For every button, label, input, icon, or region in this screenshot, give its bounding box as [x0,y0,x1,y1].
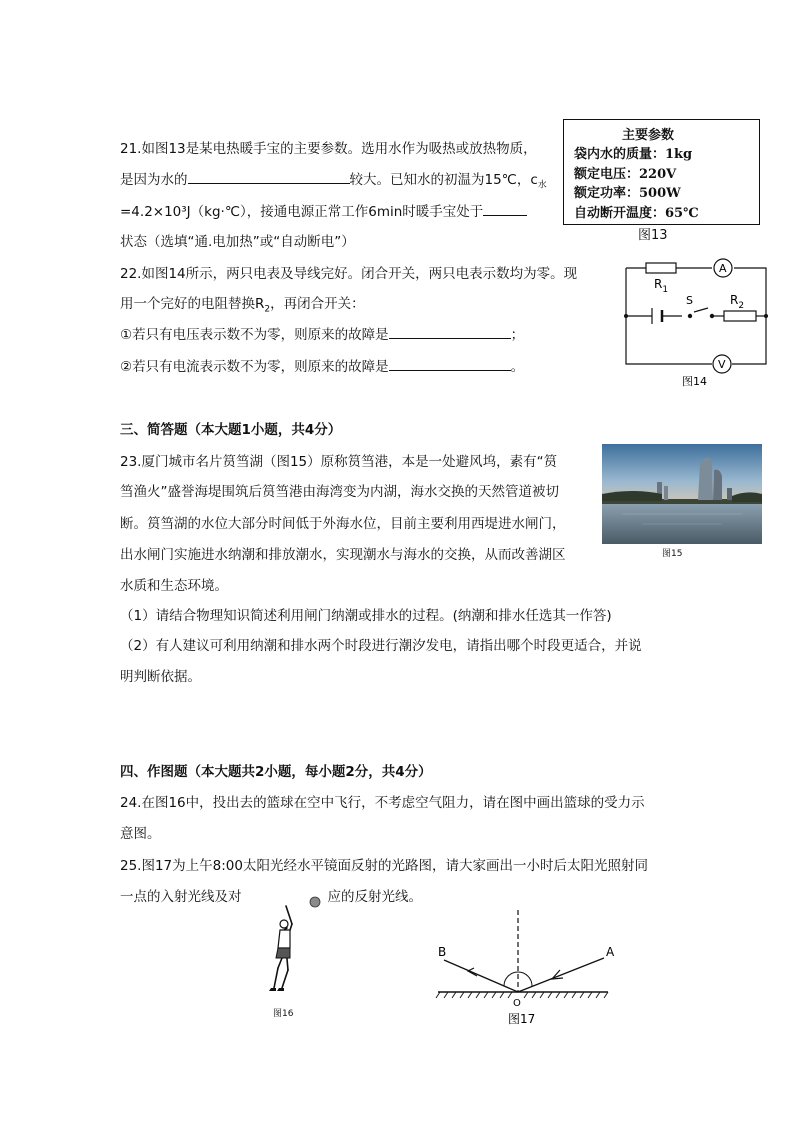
fig16-basketball-figure [262,892,328,1002]
fig13-row-voltage: 额定电压：220V [574,167,677,182]
section4-heading: 四、作图题（本大题共2小题，每小题2分，共4分） [120,764,432,780]
fig13-row-power: 额定功率：500W [574,186,681,201]
fig14-resistor-r2 [724,311,756,321]
fig14-junction-right [764,314,768,318]
q22-blank-1[interactable] [389,324,511,339]
q21-text-3a: =4.2×10³J（kg·℃），接通电源正常工作6min时暖手宝处于 [120,204,484,220]
fig17-label-o: O [513,998,521,1009]
q22-sub-2: 2 [264,304,271,315]
q23-line-3: 断。筼筜湖的水位大部分时间低于外海水位，目前主要利用西堤进水闸门， [120,516,566,532]
fig14-switch-contact [710,314,714,318]
q22-text-3b: ； [510,327,525,343]
q25-line-1: 25.图17为上午8:00太阳光经水平镜面反射的光路图，请大家画出一小时后太阳光照射同 [120,858,648,874]
fig13-caption: 图13 [638,228,668,243]
q22-blank-2[interactable] [389,356,511,371]
fig15-lake-photo [602,444,762,544]
q22-text-2a: 用一个完好的电阻替换R [120,296,265,312]
q23-sub-question-1: （1）请结合物理知识简述利用闸门纳潮或排水的过程。(纳潮和排水任选其一作答) [120,608,612,624]
fig14-junction-left [624,314,628,318]
fig15-caption: 图15 [662,549,683,559]
q22-text-4a: ②若只有电流表示数不为零，则原来的故障是 [120,359,389,375]
q25-text-2a: 一点的入射光线及对 [120,889,242,905]
q23-line-4: 出水闸门实施进水纳潮和排放潮水，实现潮水与海水的交换，从而改善湖区 [120,547,566,563]
fig14-label-r2: $R_2$ [730,293,745,311]
fig15-tower [698,457,713,500]
q23-sub-question-2b: 明判断依据。 [120,669,201,685]
fig17-caption: 图17 [508,1012,536,1026]
q22-text-4b: 。 [510,359,525,375]
fig17-label-b: B [438,945,447,959]
fig16-player-shorts [276,948,290,958]
q22-line-4 [120,355,524,375]
fig16-player-head [280,920,288,928]
fig13-row-temperature: 自动断开温度：65℃ [574,206,699,221]
q23-line-1: 23.厦门城市名片筼筜湖（图15）原称筼筜港，本是一处避风坞，素有“筼 [120,454,558,470]
fig14-switch-pivot [688,314,692,318]
fig13-title: 主要参数 [622,128,675,143]
fig17-incident-ray [518,958,604,992]
q22-line-2 [120,292,365,315]
q23-line-5: 水质和生态环境。 [120,578,228,594]
fig13-param-table [563,119,760,225]
section3-heading: 三、简答题（本大题1小题，共4分） [120,422,342,438]
q24-line-1: 24.在图16中，投出去的篮球在空中飞行，不考虑空气阻力，请在图中画出篮球的受力示 [120,795,645,811]
fig17-reflected-ray [444,960,518,992]
q23-line-2: 筜渔火”盛誉海堤围筑后筼筜港由海湾变为内湖，海水交换的天然管道被切 [120,484,559,500]
fig14-circuit-diagram [618,258,774,388]
q21-blank-2[interactable] [483,201,527,216]
q23-sub-question-2a: （2）有人建议可利用纳潮和排水两个时段进行潮汐发电，请指出哪个时段更适合，并说 [120,638,642,654]
q21-sub-water: 水 [537,180,547,191]
q22-line-3 [120,323,524,343]
q21-line-4: 状态（选填“通.电加热”或“自动断电”） [120,234,355,250]
q21-line-2 [120,168,547,191]
fig16-player-shirt [278,930,290,948]
fig16-caption: 图16 [273,1009,294,1019]
q21-text-2a: 是因为水的 [120,172,188,188]
fig14-label-r1: $R_1$ [654,277,669,295]
fig14-resistor-r1 [646,263,676,273]
fig14-label-switch: S [686,294,693,307]
q21-line-3 [120,200,527,220]
fig14-label-ammeter: A [719,262,727,275]
fig16-basketball [310,897,320,907]
fig13-row-mass: 袋内水的质量：1kg [574,147,693,162]
fig17-reflection-diagram [432,906,632,1028]
q21-text-2b: 较大。已知水的初温为15℃，c [349,172,538,188]
fig17-label-a: A [606,945,615,959]
q21-blank-1[interactable] [188,169,350,184]
q21-line-1: 21.如图13是某电热暖手宝的主要参数。选用水作为吸热或放热物质， [120,141,537,157]
q24-line-2: 意图。 [120,826,161,842]
q25-text-2b: 应的反射光线。 [327,889,422,905]
q22-text-2b: ，再闭合开关： [270,296,365,312]
fig14-caption: 图14 [682,375,707,388]
q22-text-3a: ①若只有电压表示数不为零，则原来的故障是 [120,327,389,343]
q22-line-1: 22.如图14所示，两只电表及导线完好。闭合开关，两只电表示数均为零。现 [120,266,578,282]
fig14-label-voltmeter: V [718,358,726,371]
